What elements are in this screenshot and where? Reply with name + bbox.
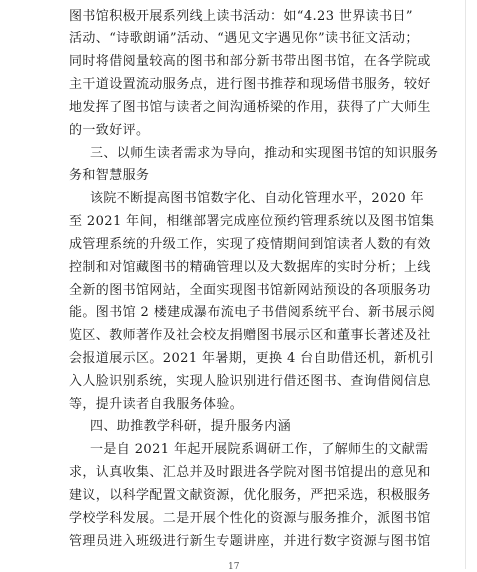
text-line: 一是自 2021 年起开展院系调研工作，了解师生的文献需 <box>90 442 429 457</box>
text-line: 地发挥了图书馆与读者之间沟通桥梁的作用，获得了广大师生 <box>69 100 431 115</box>
text-line: 该院不断提高图书馆数字化、自动化管理水平，2020 年 <box>90 191 425 206</box>
text-line: 览区、教师著作及社会校友捐赠图书展示区和董事长著述及社 <box>69 328 431 343</box>
text-line: 图书馆积极开展系列线上读书活动：如“4.23 世界读书日” <box>69 9 413 24</box>
text-line: 控制和对馆藏图书的精确管理以及大数据库的实时分析；上线 <box>69 260 431 275</box>
text-line: 求，认真收集、汇总并及时跟进各学院对图书馆提出的意见和 <box>69 465 431 480</box>
text-line: 全新的图书馆网站，全面实现图书馆新网站预设的各项服务功 <box>69 283 431 298</box>
text-line: 等，提升读者自我服务体验。 <box>69 397 244 412</box>
text-line: 主干道设置流动服务点，进行图书推荐和现场借书服务，较好 <box>69 77 431 92</box>
text-line: 至 2021 年间，相继部署完成座位预约管理系统以及图书馆集 <box>69 214 435 229</box>
section-heading: 三、以师生读者需求为导向，推动和实现图书馆的知识服务 <box>90 146 439 161</box>
section-heading-cont: 务和智慧服务 <box>69 168 150 183</box>
text-line: 活动、“诗歌朗诵”活动、“遇见文字遇见你”读书征文活动； <box>69 31 419 46</box>
text-line: 入人脸识别系统，实现人脸识别进行借还图书、查询借阅信息 <box>69 374 431 389</box>
text-line: 管理员进入班级进行新生专题讲座，并进行数字资源与图书馆 <box>69 534 431 549</box>
page-edge-divider <box>465 0 466 569</box>
text-line: 会报道展示区。2021 年暑期，更换 4 台自助借还机，新机引 <box>69 351 435 366</box>
page-number: 17 <box>228 562 240 572</box>
text-line: 的一致好评。 <box>69 123 150 138</box>
text-line: 同时将借阅量较高的图书和部分新书带出图书馆，在各学院或 <box>69 54 431 69</box>
text-line: 能。图书馆 2 楼建成瀑布流电子书借阅系统平台、新书展示阅 <box>69 305 436 320</box>
section-heading: 四、助推教学科研，提升服务内涵 <box>90 419 292 434</box>
text-line: 建议，以科学配置文献资源，优化服务，严把采选，积极服务 <box>69 488 431 503</box>
text-line: 学校学科发展。二是开展个性化的资源与服务推介，派图书馆 <box>69 511 431 526</box>
text-line: 成管理系统的升级工作，实现了疫情期间到馆读者人数的有效 <box>69 237 431 252</box>
